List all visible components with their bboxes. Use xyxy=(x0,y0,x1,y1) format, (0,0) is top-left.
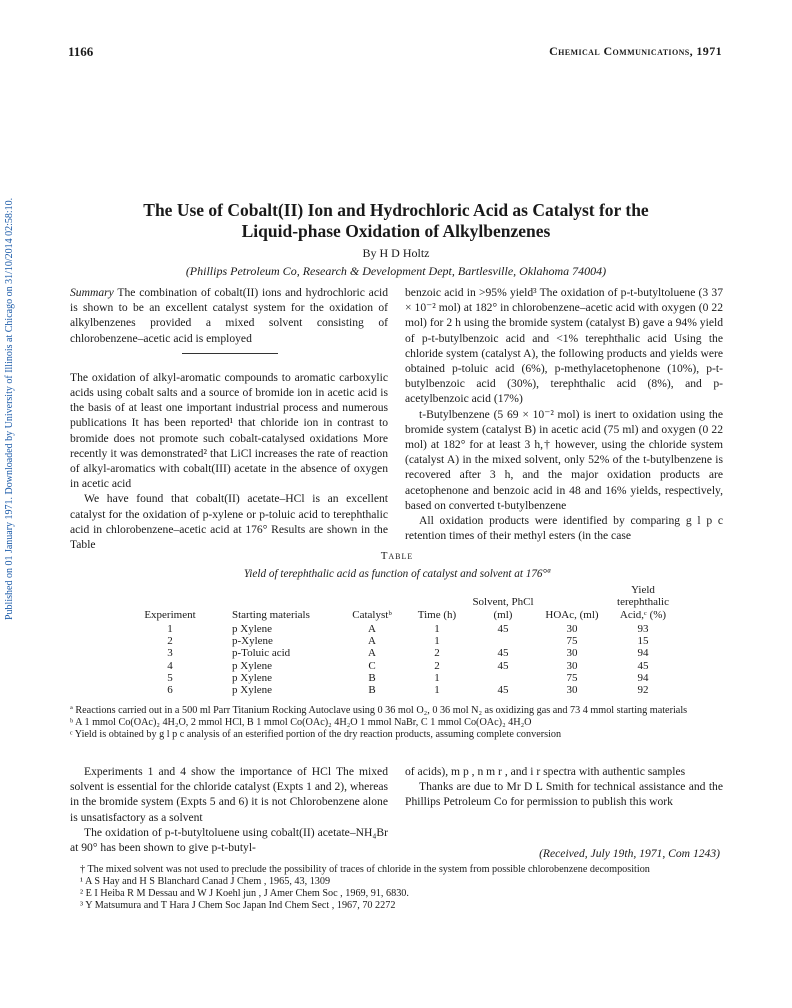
cell-phcl: 45 xyxy=(497,684,509,697)
acknowledgements: Thanks are due to Mr D L Smith for technical assistance and the Phillips Petroleum Co for permission to publish this work xyxy=(405,780,723,809)
cell-exp: 4 xyxy=(167,659,173,672)
table-row xyxy=(130,635,681,647)
cell-time: 2 xyxy=(434,647,440,660)
references xyxy=(70,864,724,912)
cell-hoac: 30 xyxy=(566,647,578,660)
intro-paragraph: The oxidation of alkyl-aromatic compounds to aromatic carboxylic acids using cobalt salts and a source of bromide ion in acetic acid is the basis of at least one important industrial process and numerous publications It has been reported¹ that chloride ion in contrast to bromide does not promote such cobalt-catalysed oxidations More recently it was demonstrated² that LiCl increases the rate of reaction of alkyl-aromatics with cobalt(III) acetate in the absence of oxygen in acetic acid xyxy=(70,370,388,491)
cell-yield: 15 xyxy=(637,635,649,648)
table-footnotes xyxy=(70,705,724,741)
cell-hoac: 75 xyxy=(566,635,578,648)
cell-phcl: 45 xyxy=(497,647,509,660)
table-row xyxy=(130,684,681,696)
cell-exp: 3 xyxy=(167,647,173,660)
col-solvent: Solvent, PhCl (ml) xyxy=(472,596,534,621)
cell-exp: 2 xyxy=(167,635,173,648)
cell-yield: 45 xyxy=(637,659,649,672)
cell-time: 1 xyxy=(434,635,440,648)
col-yield: Yield terephthalic Acid,ᶜ (%) xyxy=(617,584,669,621)
lower-left-column xyxy=(70,764,388,855)
right-paragraph-2: t-Butylbenzene (5 69 × 10⁻² mol) is inert to oxidation using the bromide system (catalyst B) in acetic acid (75 ml) and oxygen (0 22 mol) at 182° for at least 3 h,† however, using the chloride system (catalyst A) in the mixed solvent, only 52% of the t-butylbenzene is recovered after 3 h, and the major oxidation products are acetophenone and benzoic acid in 48 and 16% yields, respectively, based on converted t-butylbenzene xyxy=(405,407,723,512)
lower-left-paragraph-1: Experiments 1 and 4 show the importance of HCl The mixed solvent is essential for the chloride catalyst (Expts 1 and 2), whereas in the bromide system (Expts 5 and 6) it is not Chlorobenzene alone is unsatisfactory as a solvent xyxy=(70,765,388,824)
cell-phcl: 45 xyxy=(497,622,509,635)
summary-label: Summary xyxy=(70,286,114,299)
cell-start: p Xylene xyxy=(232,622,273,635)
cell-exp: 6 xyxy=(167,684,173,697)
cell-hoac: 30 xyxy=(566,684,578,697)
cell-start: p Xylene xyxy=(232,659,273,672)
cell-time: 1 xyxy=(434,684,440,697)
cell-start: p-Xylene xyxy=(232,635,273,648)
col-experiment: Experiment xyxy=(144,608,196,621)
col-starting-materials: Starting materials xyxy=(232,608,310,621)
cell-yield: 94 xyxy=(637,647,649,660)
cell-exp: 5 xyxy=(167,672,173,685)
table-row xyxy=(130,660,681,672)
received-date: (Received, July 19th, 1971, Com 1243) xyxy=(539,847,720,860)
summary xyxy=(70,285,388,346)
cell-start: p Xylene xyxy=(232,672,273,685)
left-column xyxy=(70,285,388,552)
cell-exp: 1 xyxy=(167,622,173,635)
lower-right-column xyxy=(405,764,723,810)
table-row xyxy=(130,672,681,684)
title-line-2: Liquid-phase Oxidation of Alkylbenzenes xyxy=(241,221,551,241)
footnote-b: ᵇ A 1 mmol Co(OAc)₂ 4H₂O, 2 mmol HCl, B 1 mmol Co(OAc)₂ 4H₂O 1 mmol NaBr, C 1 mmol Co(OAc)₂ 4H₂O xyxy=(70,717,532,728)
table-caption: Table xyxy=(380,550,414,562)
author-line: By H D Holtz xyxy=(362,246,430,260)
cell-hoac: 75 xyxy=(566,672,578,685)
reference-item: ¹ A S Hay and H S Blanchard Canad J Chem , 1965, 43, 1309 xyxy=(80,876,331,887)
page-number: 1166 xyxy=(68,44,94,59)
cell-start: p-Toluic acid xyxy=(232,647,291,660)
col-hoac: HOAc, (ml) xyxy=(545,608,599,621)
lower-right-paragraph-1: of acids), m p , n m r , and i r spectra with authentic samples xyxy=(405,765,686,778)
reference-item: ³ Y Matsumura and T Hara J Chem Soc Japan Ind Chem Sect , 1967, 70 2272 xyxy=(80,900,396,911)
right-paragraph-1: benzoic acid in >95% yield³ The oxidation of p-t-butyltoluene (3 37 × 10⁻² mol) at 182° in chlorobenzene–acetic acid with oxygen (0 22 mol) for 2 h using the bromide system (catalyst B) gave a 94% yield of p-t-butylbenzoic acid and <1% terephthalic acid Using the chloride system (catalyst A), the following products and yields were obtained p-toluic acid (6%), p-methylacetophenone (10%), p-t-butylbenzoic acid (30%), terephthalic acid (8%), and p-acetylbenzoic acid (17%) xyxy=(405,286,723,406)
cell-phcl xyxy=(467,635,539,647)
cell-time: 1 xyxy=(434,622,440,635)
article-title xyxy=(60,200,732,242)
title-line-1: The Use of Cobalt(II) Ion and Hydrochloric Acid as Catalyst for the xyxy=(143,200,649,220)
table-header-row xyxy=(130,584,681,623)
cell-time: 1 xyxy=(434,672,440,685)
cell-cat: B xyxy=(368,684,376,697)
cell-cat: A xyxy=(368,647,376,660)
cell-phcl xyxy=(467,672,539,684)
results-paragraph: We have found that cobalt(II) acetate–HCl is an excellent catalyst for the oxidation of p-xylene or p-toluic acid to terephthalic acid in chlorobenzene–acetic acid at 176° Results are shown in the Table xyxy=(70,492,388,552)
cell-hoac: 30 xyxy=(566,659,578,672)
table-row xyxy=(130,647,681,659)
cell-yield: 92 xyxy=(637,684,649,697)
col-time: Time (h) xyxy=(417,608,457,621)
summary-text: The combination of cobalt(II) ions and hydrochloric acid is shown to be an excellent catalyst system for the oxidation of alkylbenzenes provided a mixed solvent consisting of chlorobenzene–acetic acid is employed xyxy=(70,286,388,345)
cell-hoac: 30 xyxy=(566,622,578,635)
cell-phcl: 45 xyxy=(497,659,509,672)
cell-time: 2 xyxy=(434,659,440,672)
download-watermark: Published on 01 January 1971. Downloaded by University of Illinois at Chicago on 31/10/2014 02:58:10. xyxy=(4,197,15,620)
cell-cat: B xyxy=(368,672,376,685)
results-table xyxy=(130,584,681,697)
table-subtitle: Yield of terephthalic acid as function of catalyst and solvent at 176°ª xyxy=(243,568,551,580)
cell-yield: 94 xyxy=(637,672,649,685)
summary-divider xyxy=(182,353,278,354)
affiliation: (Phillips Petroleum Co, Research & Development Dept, Bartlesville, Oklahoma 74004) xyxy=(185,264,607,278)
table-row xyxy=(130,623,681,635)
footnote-c: ᶜ Yield is obtained by g l p c analysis of an esterified portion of the dry reaction products, assuming complete conversion xyxy=(70,729,562,740)
right-paragraph-3: All oxidation products were identified by comparing g l p c retention times of their methyl esters (in the case xyxy=(405,514,723,543)
cell-yield: 93 xyxy=(637,622,649,635)
footnote-a: ª Reactions carried out in a 500 ml Parr Titanium Rocking Autoclave using 0 36 mol O₂, 0 36 mol N₂ as oxidizing gas and 73 4 mmol starting materials xyxy=(70,705,688,716)
cell-cat: C xyxy=(368,659,376,672)
right-column xyxy=(405,285,723,543)
lower-left-paragraph-2: The oxidation of p-t-butyltoluene using cobalt(II) acetate–NH₄Br at 90° has been shown to give p-t-butyl- xyxy=(70,825,388,855)
journal-header: Chemical Communications, 1971 xyxy=(549,44,722,58)
cell-cat: A xyxy=(368,635,376,648)
cell-cat: A xyxy=(368,622,376,635)
cell-start: p Xylene xyxy=(232,684,273,697)
dagger-footnote: † The mixed solvent was not used to preclude the possibility of traces of chloride in the system from possible chlorobenzene decomposition xyxy=(80,864,650,875)
col-catalyst: Catalystᵇ xyxy=(352,608,392,621)
reference-item: ² E I Heiba R M Dessau and W J Koehl jun , J Amer Chem Soc , 1969, 91, 6830. xyxy=(80,888,409,899)
